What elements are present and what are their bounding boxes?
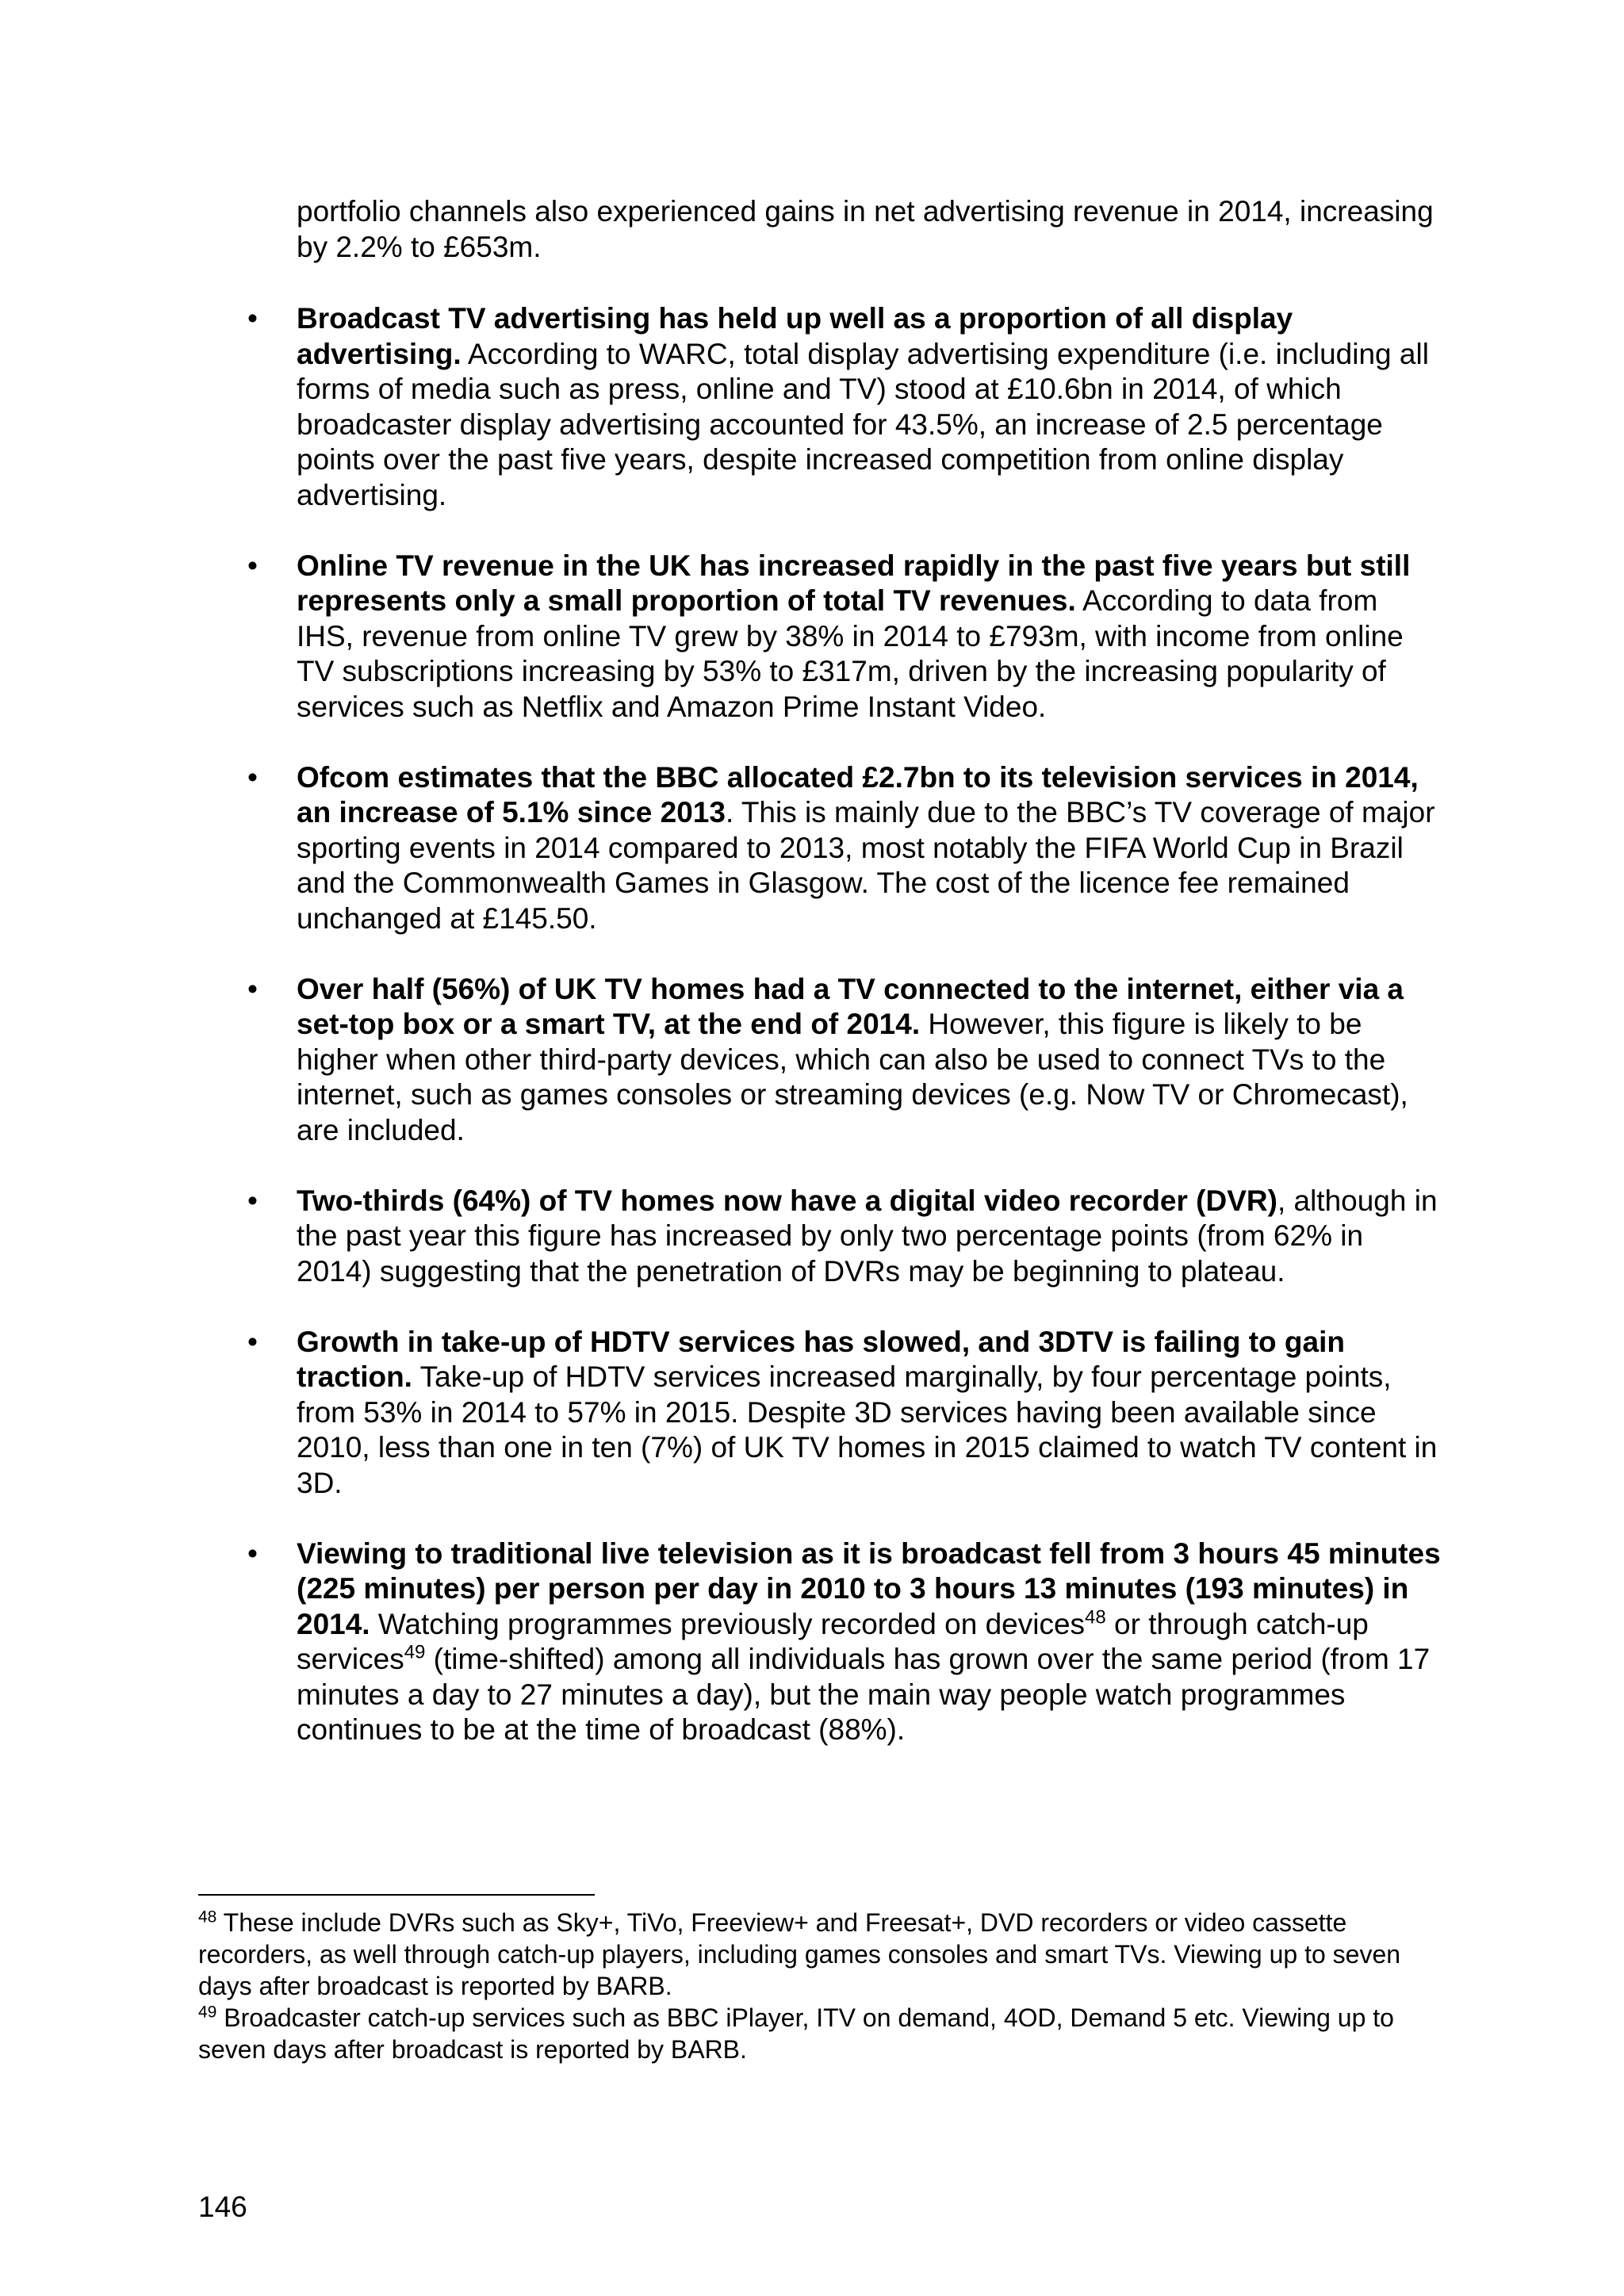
footnote-ref-48[interactable]: 48 xyxy=(1085,1606,1106,1628)
footnote-ref-49[interactable]: 49 xyxy=(404,1641,426,1663)
footnote-divider xyxy=(198,1894,595,1896)
footnote-49 xyxy=(198,2002,1435,2065)
bullet-item-dvr xyxy=(247,1184,1442,1290)
footnote-number: 49 xyxy=(198,2003,217,2022)
bullet-text: or through catch-up services xyxy=(297,1607,1369,1675)
bullet-dot: • xyxy=(247,972,258,1005)
bullet-lead: Over half (56%) of UK TV homes had a TV connected to the internet, either via a set-top box or a smart TV, at the end of 2014. xyxy=(297,972,1404,1040)
footnotes xyxy=(198,1907,1435,2065)
bullet-text: . This is mainly due to the BBC’s TV coverage of major sporting events in 2014 compared to 2013, most notably the FIFA World Cup in Brazil and the Commonwealth Games in Glasgow. The cost of the licence fee remained unchanged at £145.50. xyxy=(297,796,1435,935)
bullet-text: , although in the past year this figure has increased by only two percentage points (from 62% in 2014) suggesting that the penetration of DVRs may be beginning to plateau. xyxy=(297,1184,1438,1288)
bullet-dot: • xyxy=(247,760,258,794)
bullet-lead: Viewing to traditional live television as it is broadcast fell from 3 hours 45 minutes (225 minutes) per person per day in 2010 to 3 hours 13 minutes (193 minutes) in 2014. xyxy=(297,1536,1441,1640)
bullet-lead: Ofcom estimates that the BBC allocated £2.7bn to its television services in 2014, an increase of 5.1% since 2013 xyxy=(297,760,1419,828)
bullet-item-hdtv-3dtv xyxy=(247,1325,1442,1502)
bullet-list xyxy=(247,301,1442,1783)
bullet-dot: • xyxy=(247,1184,258,1217)
bullet-text: Watching programmes previously recorded on devices xyxy=(370,1607,1086,1640)
bullet-lead: Two-thirds (64%) of TV homes now have a digital video recorder (DVR) xyxy=(297,1184,1277,1217)
bullet-item-online-tv-revenue xyxy=(247,549,1442,725)
bullet-item-live-viewing xyxy=(247,1536,1442,1748)
bullet-item-bbc-allocation xyxy=(247,760,1442,937)
footnote-text: These include DVRs such as Sky+, TiVo, Freeview+ and Freesat+, DVD recorders or video cassette recorders, as well through catch-up players, including games consoles and smart TVs. Viewing up to seven days after broadcast is reported by BARB. xyxy=(198,1908,1401,2000)
footnote-text: Broadcaster catch-up services such as BBC iPlayer, ITV on demand, 4OD, Demand 5 etc. Viewing up to seven days after broadcast is reported by BARB. xyxy=(198,2003,1394,2064)
bullet-item-tv-advertising xyxy=(247,301,1442,513)
continuation-paragraph: portfolio channels also experienced gains in net advertising revenue in 2014, increasing by 2.2% to £653m. xyxy=(297,195,1434,263)
bullet-text: Take-up of HDTV services increased marginally, by four percentage points, from 53% in 2014 to 57% in 2015. Despite 3D services having been available since 2010, less than one in ten (7%) of UK TV homes in 2015 claimed to watch TV content in 3D. xyxy=(297,1360,1438,1499)
bullet-lead: Online TV revenue in the UK has increased rapidly in the past five years but still represents only a small proportion of total TV revenues. xyxy=(297,549,1411,617)
bullet-dot: • xyxy=(247,549,258,582)
footnote-number: 48 xyxy=(198,1908,217,1927)
bullet-lead: Broadcast TV advertising has held up well as a proportion of all display advertising. xyxy=(297,302,1293,370)
bullet-text: (time-shifted) among all individuals has grown over the same period (from 17 minutes a day to 27 minutes a day), but the main way people watch programmes continues to be at the time of broadcast (88%). xyxy=(297,1643,1431,1746)
bullet-item-connected-tv xyxy=(247,972,1442,1149)
bullet-dot: • xyxy=(247,1325,258,1358)
bullet-text: According to WARC, total display advertising expenditure (i.e. including all forms of media such as press, online and TV) stood at £10.6bn in 2014, of which broadcaster display advertising accounted for 43.5%, an increase of 2.5 percentage points over the past five years, despite increased competition from online display advertising. xyxy=(297,337,1429,511)
bullet-dot: • xyxy=(247,302,258,335)
bullet-dot: • xyxy=(247,1536,258,1570)
bullet-text: However, this figure is likely to be higher when other third-party devices, which can also be used to connect TVs to the internet, such as games consoles or streaming devices (e.g. Now TV or Chromecast), are included. xyxy=(297,1008,1408,1146)
page-number: 146 xyxy=(198,2191,247,2223)
bullet-text: According to data from IHS, revenue from online TV grew by 38% in 2014 to £793m, with income from online TV subscriptions increasing by 53% to £317m, driven by the increasing popularity of services such as Netflix and Amazon Prime Instant Video. xyxy=(297,584,1404,723)
bullet-lead: Growth in take-up of HDTV services has slowed, and 3DTV is failing to gain traction. xyxy=(297,1325,1345,1393)
footnote-48 xyxy=(198,1907,1435,2002)
